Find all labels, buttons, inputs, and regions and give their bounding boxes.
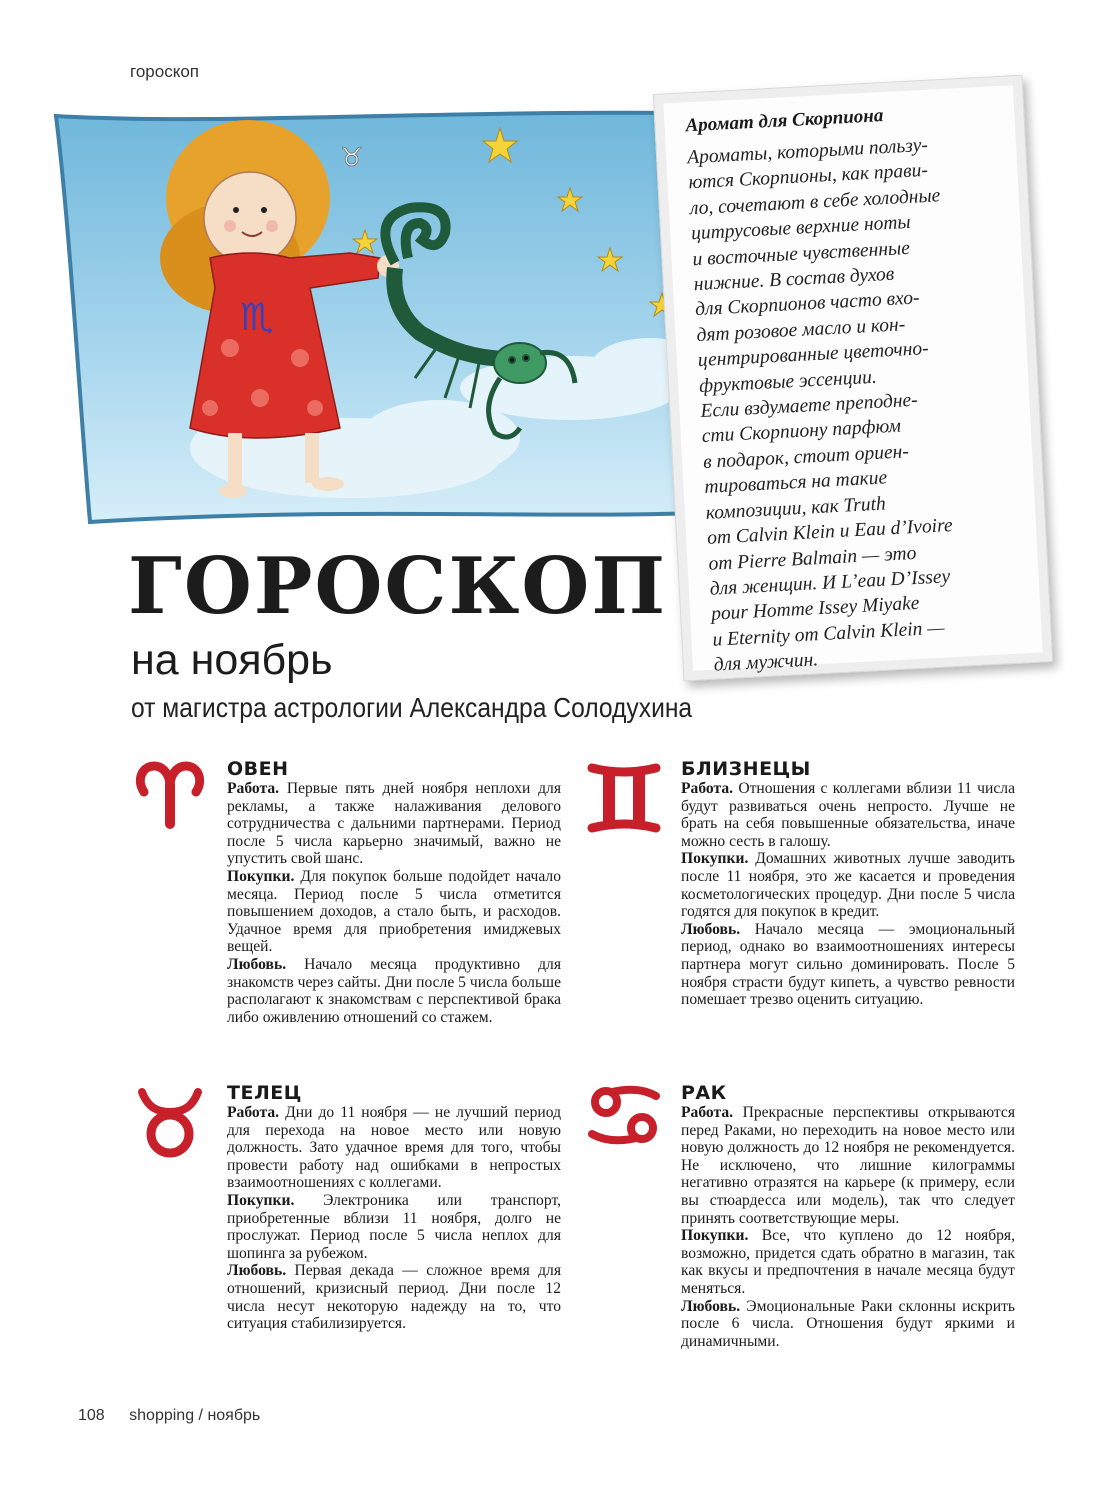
label-love: Любовь. [227, 1262, 287, 1280]
work-text: Отношения с коллегами вблизи 11 числа будут развиваться очень непросто. Лучше не брать на себя повышенные обязательства, иначе можно сесть в галошу. [681, 780, 1015, 850]
gemini-icon [586, 758, 662, 843]
sign-name: ОВЕН [227, 758, 289, 780]
shopping-text: Для покупок больше подойдет начало месяца. Период после 5 числа отметится повышением доходов, а стало быть, и расходов. Удачное время для приобретения имиджевых вещей. [227, 867, 561, 956]
work-text: Прекрасные перспективы открываются перед Раками, но переходить на новое место или новую должность до 12 ноября не рекомендуется. Не исключено, что лишние килограммы негативно отразятся на карьере (к примеру, если вы стюардесса или модель), так что следует принять соответствующие меры. [681, 1104, 1015, 1227]
work-text: Первые пять дней ноября неплохи для рекламы, а также налаживания делового сотрудничества с дальними партнерами. Период после 5 числа карьерно значимый, важно не упустить свой шанс. [227, 780, 561, 868]
page-number: 108 [78, 1407, 105, 1424]
sign-work [681, 1104, 1015, 1227]
shopping-text: Домашних животных лучше заводить после 11 ноября, это же касается и проведения косметологических процедур. Дни после 5 числа годятся для покупок в кредит. [681, 850, 1015, 921]
taurus-icon [134, 1082, 206, 1165]
aries-icon [134, 758, 206, 835]
label-shopping: Покупки. [227, 1191, 295, 1209]
sign-work [227, 1104, 561, 1192]
publication-name: shopping / ноябрь [129, 1407, 261, 1424]
note-body: Ароматы, которыми пользу- ются Скорпионы, как прави- ло, сочетают в себе холодные цитрусовые верхние ноты и восточные чувственные нижние. В состав духов для Скорпионов часто вхо- дят розовое масло и кон- центрированные цветочно- фруктовые эссенции. Если вздумаете преподне- сти Скорпиону парфюм в подарок, стоит ориен- тироваться на такие композиции, как Truth от Calvin Klein и Eau d’Ivoire от Pierre Balmain — это для женщин. И L’eau D’Issey pour Homme Issey Miyake и Eternity от Calvin Klein — для мужчин. [686, 134, 954, 676]
sign-shopping [681, 850, 1015, 920]
label-shopping: Покупки. [681, 1227, 749, 1245]
cancer-icon [586, 1082, 662, 1153]
label-work: Работа. [227, 780, 280, 797]
section-label: гороскоп [130, 62, 199, 81]
label-love: Любовь. [227, 955, 287, 973]
sign-block-cancer [681, 1082, 1015, 1350]
love-text: Эмоциональные Раки склонны искрить после 6 числа. Отношения будут яркими и динамичными. [681, 1297, 1015, 1350]
sign-name: БЛИЗНЕЦЫ [681, 758, 811, 780]
love-text: Начало месяца — эмоциональный период, однако во взаимоотношениях интересы партнера могут сильно доминировать. После 5 ноября страсти будут кипеть, а чувство ревности помешает трезво оценить ситуацию. [681, 920, 1015, 1009]
sign-name: РАК [681, 1082, 727, 1104]
label-work: Работа. [681, 1104, 734, 1121]
sign-work [227, 780, 561, 868]
sign-shopping [227, 868, 561, 956]
shopping-text: Все, что куплено до 12 ноября, возможно, придется сдать обратно в магазин, так как вкусы и предпочтения в начале месяца будут меняться. [681, 1227, 1015, 1297]
page-title: ГОРОСКОП [128, 541, 668, 632]
page-subtitle: на ноябрь [131, 636, 333, 684]
sign-love [681, 1298, 1015, 1351]
svg-text:♏: ♏ [240, 295, 275, 339]
sign-block-gemini [681, 758, 1015, 1009]
label-love: Любовь. [681, 920, 741, 938]
page-footer [78, 1407, 260, 1425]
sign-love [227, 956, 561, 1026]
label-shopping: Покупки. [227, 867, 295, 885]
label-work: Работа. [681, 780, 734, 797]
sign-shopping [681, 1227, 1015, 1297]
note-title: Аромат для Скорпиона [685, 105, 884, 137]
sign-block-aries [227, 758, 561, 1026]
work-text: Дни до 11 ноября — не лучший период для перехода на новое место или новую должность. Зато удачное время для того, чтобы провести работу над ошибками в непростых взаимоотношениях с коллегами. [227, 1104, 562, 1192]
svg-text:♉: ♉ [340, 143, 364, 173]
shopping-text: Электроника или транспорт, приобретенные вблизи 11 ноября, долго не прослужат. Период после 5 числа неплох для шопинга за рубежом. [227, 1191, 561, 1262]
label-shopping: Покупки. [681, 850, 749, 868]
sign-name: ТЕЛЕЦ [227, 1082, 302, 1104]
sign-block-taurus [227, 1082, 561, 1333]
love-text: Первая декада — сложное время для отношений, кризисный период. Дни после 12 числа несут некоторую надежду на то, что ситуация стабилизируется. [227, 1262, 561, 1333]
fragrance-note-card [653, 75, 1053, 682]
love-text: Начало месяца продуктивно для знакомств через сайты. Дни после 5 числа больше располагают к знакомствам с перспективой брака либо оживлению отношений со стажем. [227, 955, 561, 1026]
sign-love [681, 921, 1015, 1009]
sign-work [681, 780, 1015, 850]
scorpio-illustration [50, 108, 730, 528]
author-byline: от магистра астрологии Александра Солодухина [131, 692, 693, 723]
label-love: Любовь. [681, 1297, 741, 1315]
label-work: Работа. [227, 1104, 280, 1121]
sign-shopping [227, 1192, 561, 1262]
sign-love [227, 1262, 561, 1332]
